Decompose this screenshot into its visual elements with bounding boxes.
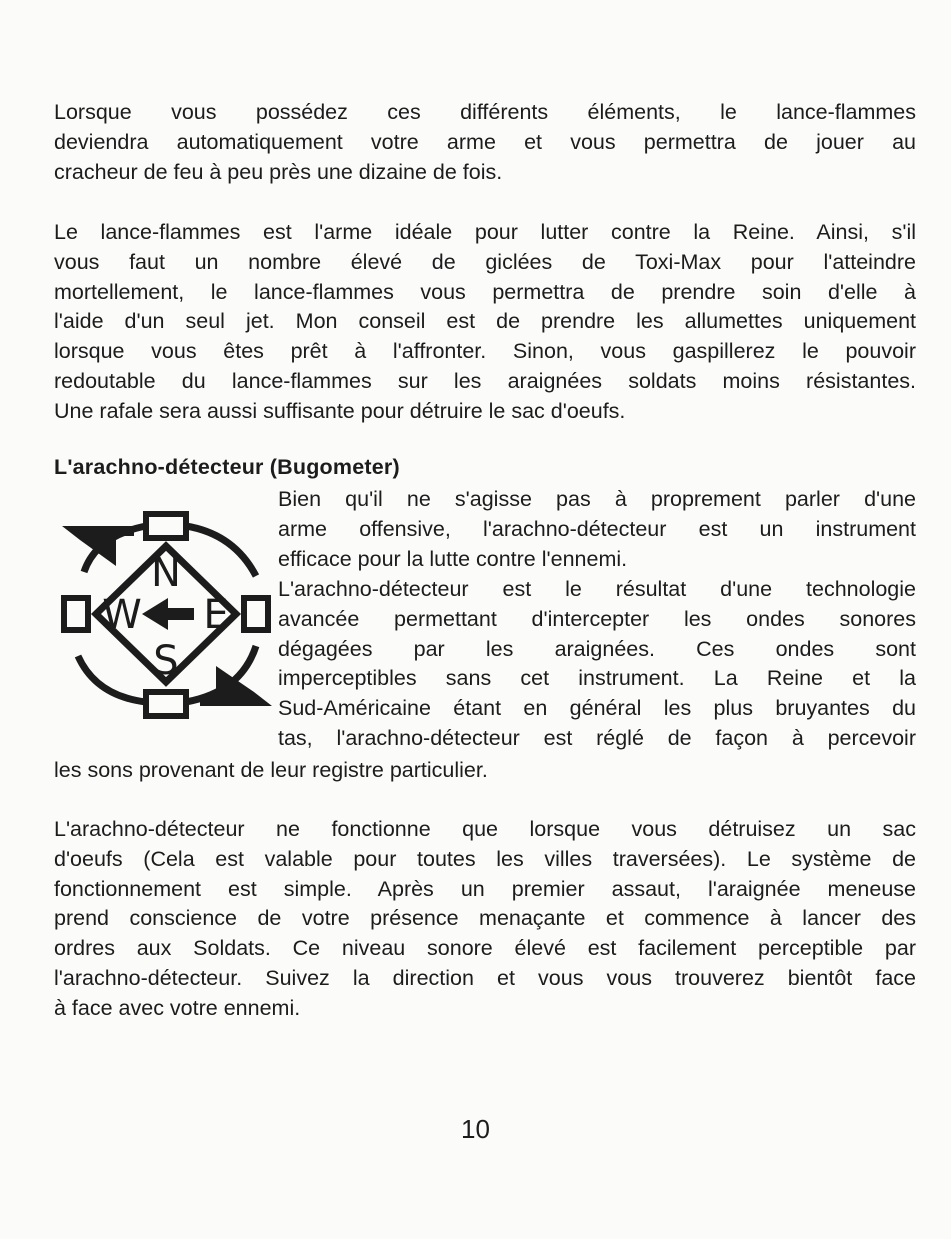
paragraph-flamethrower-usage [54, 98, 916, 187]
compass-letter-n: N [151, 550, 181, 596]
paragraph-bugometer-description [278, 485, 916, 754]
text-line: efficace pour la lutte contre l'ennemi. [278, 546, 628, 571]
text-line: vous faut un nombre élevé de giclées de Toxi-Max pour l'atteindre [54, 249, 916, 274]
text-line: tas, l'arachno-détecteur est réglé de façon à percevoir [278, 726, 916, 751]
compass-letter-w: W [102, 592, 142, 638]
text-line: Le lance-flammes est l'arme idéale pour lutter contre la Reine. Ainsi, s'il [54, 220, 916, 244]
compass-icon [56, 506, 276, 721]
text-line: deviendra automatiquement votre arme et vous permettra de jouer au [54, 129, 916, 154]
text-line: lorsque vous êtes prêt à l'affronter. Sinon, vous gaspillerez le pouvoir [54, 339, 916, 364]
text-line: L'arachno-détecteur ne fonctionne que lorsque vous détruisez un sac [54, 817, 916, 841]
text-line: imperceptibles sans cet instrument. La Reine et la [278, 666, 916, 691]
text-line: avancée permettant d'intercepter les ondes sonores [278, 606, 916, 631]
text-line: L'arachno-détecteur est le résultat d'une technologie [278, 576, 916, 601]
text-line: l'aide d'un seul jet. Mon conseil est de prendre les allumettes uniquement [54, 309, 916, 334]
page-number: 10 [461, 1114, 490, 1144]
paragraph-bugometer-tail: les sons provenant de leur registre particulier. [54, 758, 488, 782]
text-line: dégagées par les araignées. Ces ondes sont [278, 636, 916, 661]
text-line: à face avec votre ennemi. [54, 995, 301, 1020]
text-line: Lorsque vous possédez ces différents éléments, le lance-flammes [54, 100, 916, 124]
text-line: d'oeufs (Cela est valable pour toutes les villes traversées). Le système de [54, 846, 916, 871]
compass-letter-s: S [153, 638, 179, 684]
text-line: Sud-Américaine étant en général les plus bruyantes du [278, 696, 916, 721]
paragraph-bugometer-operation [54, 815, 916, 1024]
text-line: cracheur de feu à peu près une dizaine de fois. [54, 159, 503, 184]
paragraph-flamethrower-queen [54, 218, 916, 427]
text-line: arme offensive, l'arachno-détecteur est un instrument [278, 516, 916, 541]
text-line: Bien qu'il ne s'agisse pas à proprement parler d'une [278, 487, 916, 511]
text-line: l'arachno-détecteur. Suivez la direction et vous vous trouverez bientôt face [54, 965, 916, 990]
text-line: ordres aux Soldats. Ce niveau sonore élevé est facilement perceptible par [54, 936, 916, 961]
text-line: mortellement, le lance-flammes vous permettra de prendre soin d'elle à [54, 279, 916, 304]
text-line: Une rafale sera aussi suffisante pour détruire le sac d'oeufs. [54, 398, 626, 423]
text-line: fonctionnement est simple. Après un premier assaut, l'araignée meneuse [54, 876, 916, 901]
section-heading-bugometer: L'arachno-détecteur (Bugometer) [54, 455, 400, 479]
text-line: prend conscience de votre présence menaçante et commence à lancer des [54, 906, 916, 931]
text-line: redoutable du lance-flammes sur les araignées soldats moins résistantes. [54, 368, 916, 393]
compass-letter-e: E [203, 592, 229, 638]
